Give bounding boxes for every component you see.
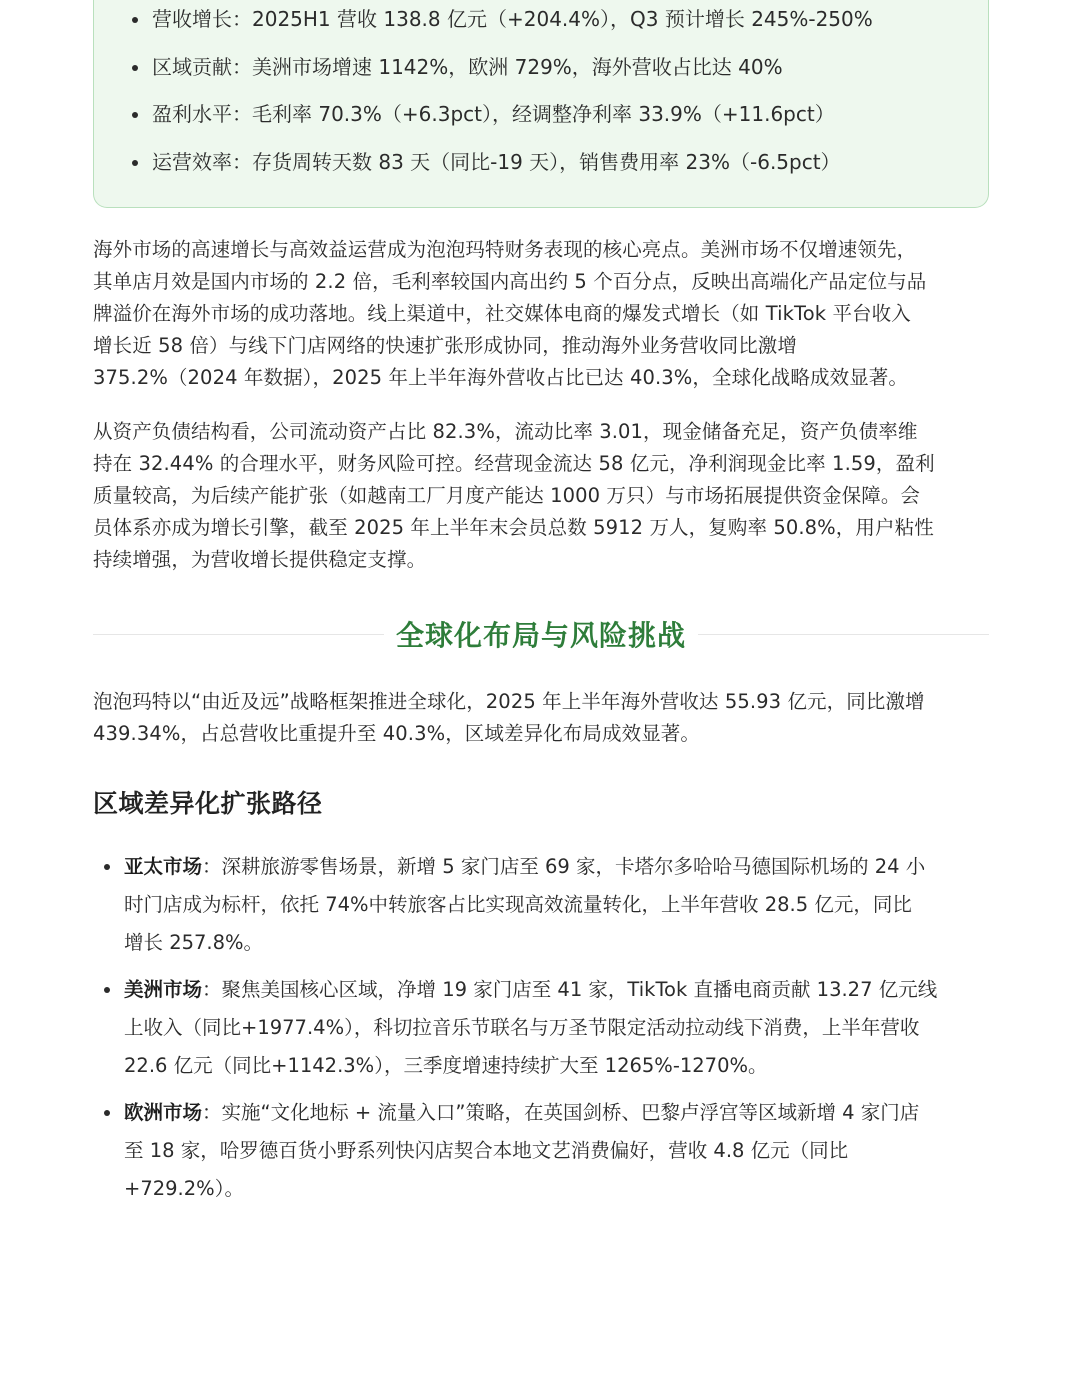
region-line: +729.2%）。 [124,1177,244,1200]
paragraph-line: 海外市场的高速增长与高效益运营成为泡泡玛特财务表现的核心亮点。美洲市场不仅增速领先， [93,238,917,261]
region-line: 22.6 亿元（同比+1142.3%），三季度增速持续扩大至 1265%-1270%。 [124,1054,768,1077]
metric-operating-efficiency: 运营效率：存货周转天数 83 天（同比-19 天），销售费用率 23%（-6.5pct） [152,139,968,187]
paragraph-line: 375.2%（2024 年数据），2025 年上半年海外营收占比已达 40.3%，全球化战略成效显著。 [93,366,908,389]
section-heading [93,612,989,656]
region-line [124,971,989,1009]
region-line: 增长 257.8%。 [124,931,264,954]
paragraph-line: 439.34%，占总营收比重提升至 40.3%，区域差异化布局成效显著。 [93,722,701,745]
region-item-asia-pacific [124,848,989,962]
paragraph-line: 从资产负债结构看，公司流动资产占比 82.3%，流动比率 3.01，现金储备充足，资产负债率维 [93,420,918,443]
article [93,0,989,1217]
region-line: 上收入（同比+1977.4%），科切拉音乐节联名与万圣节限定活动拉动线下消费，上半年营收 [124,1016,920,1039]
paragraph-globalization [93,686,989,750]
paragraph-line: 增长近 58 倍）与线下门店网络的快速扩张形成协同，推动海外业务营收同比激增 [93,334,798,357]
region-name: 美洲市场 [124,978,203,1001]
paragraph-line: 泡泡玛特以“由近及远”战略框架推进全球化，2025 年上半年海外营收达 55.93 亿元，同比激增 [93,690,925,713]
paragraph-line: 持续增强，为营收增长提供稳定支撑。 [93,548,427,571]
region-line: 至 18 家，哈罗德百货小野系列快闪店契合本地文艺消费偏好，营收 4.8 亿元（同比 [124,1139,849,1162]
region-text: ：聚焦美国核心区域，净增 19 家门店至 41 家，TikTok 直播电商贡献 13.27 亿元线 [202,978,938,1001]
paragraph-overseas-growth [93,234,989,394]
sub-heading: 区域差异化扩张路径 [93,789,323,818]
paragraph-line: 牌溢价在海外市场的成功落地。线上渠道中，社交媒体电商的爆发式增长（如 TikTok 平台收入 [93,302,911,325]
paragraph-balance-sheet [93,416,989,576]
region-item-americas [124,971,989,1085]
region-list [93,848,989,1208]
region-text: ：实施“文化地标 + 流量入口”策略，在英国剑桥、巴黎卢浮宫等区域新增 4 家门店 [202,1101,920,1124]
metric-revenue-growth: 营收增长：2025H1 营收 138.8 亿元（+204.4%），Q3 预计增长 245%-250% [152,0,968,44]
paragraph-line: 质量较高，为后续产能扩张（如越南工厂月度产能达 1000 万只）与市场拓展提供资金保障。会 [93,484,921,507]
metric-regional-contribution: 区域贡献：美洲市场增速 1142%，欧洲 729%，海外营收占比达 40% [152,44,968,92]
region-name: 欧洲市场 [124,1101,203,1124]
paragraph-line: 员体系亦成为增长引擎，截至 2025 年上半年末会员总数 5912 万人，复购率 50.8%，用户粘性 [93,516,934,539]
region-text: ：深耕旅游零售场景，新增 5 家门店至 69 家，卡塔尔多哈哈马德国际机场的 24 小 [202,855,926,878]
metric-profitability: 盈利水平：毛利率 70.3%（+6.3pct），经调整净利率 33.9%（+11.6pct） [152,91,968,139]
section-title: 全球化布局与风险挑战 [384,614,698,654]
region-line: 时门店成为标杆，依托 74%中转旅客占比实现高效流量转化，上半年营收 28.5 亿元，同比 [124,893,912,916]
paragraph-line: 其单店月效是国内市场的 2.2 倍，毛利率较国内高出约 5 个百分点，反映出高端化产品定位与品 [93,270,927,293]
key-metrics-box [93,0,989,208]
paragraph-line: 持在 32.44% 的合理水平，财务风险可控。经营现金流达 58 亿元，净利润现金比率 1.59，盈利 [93,452,935,475]
region-line [124,848,989,886]
region-item-europe [124,1094,989,1208]
region-line [124,1094,989,1132]
region-name: 亚太市场 [124,855,203,878]
key-metrics-list [152,0,968,186]
